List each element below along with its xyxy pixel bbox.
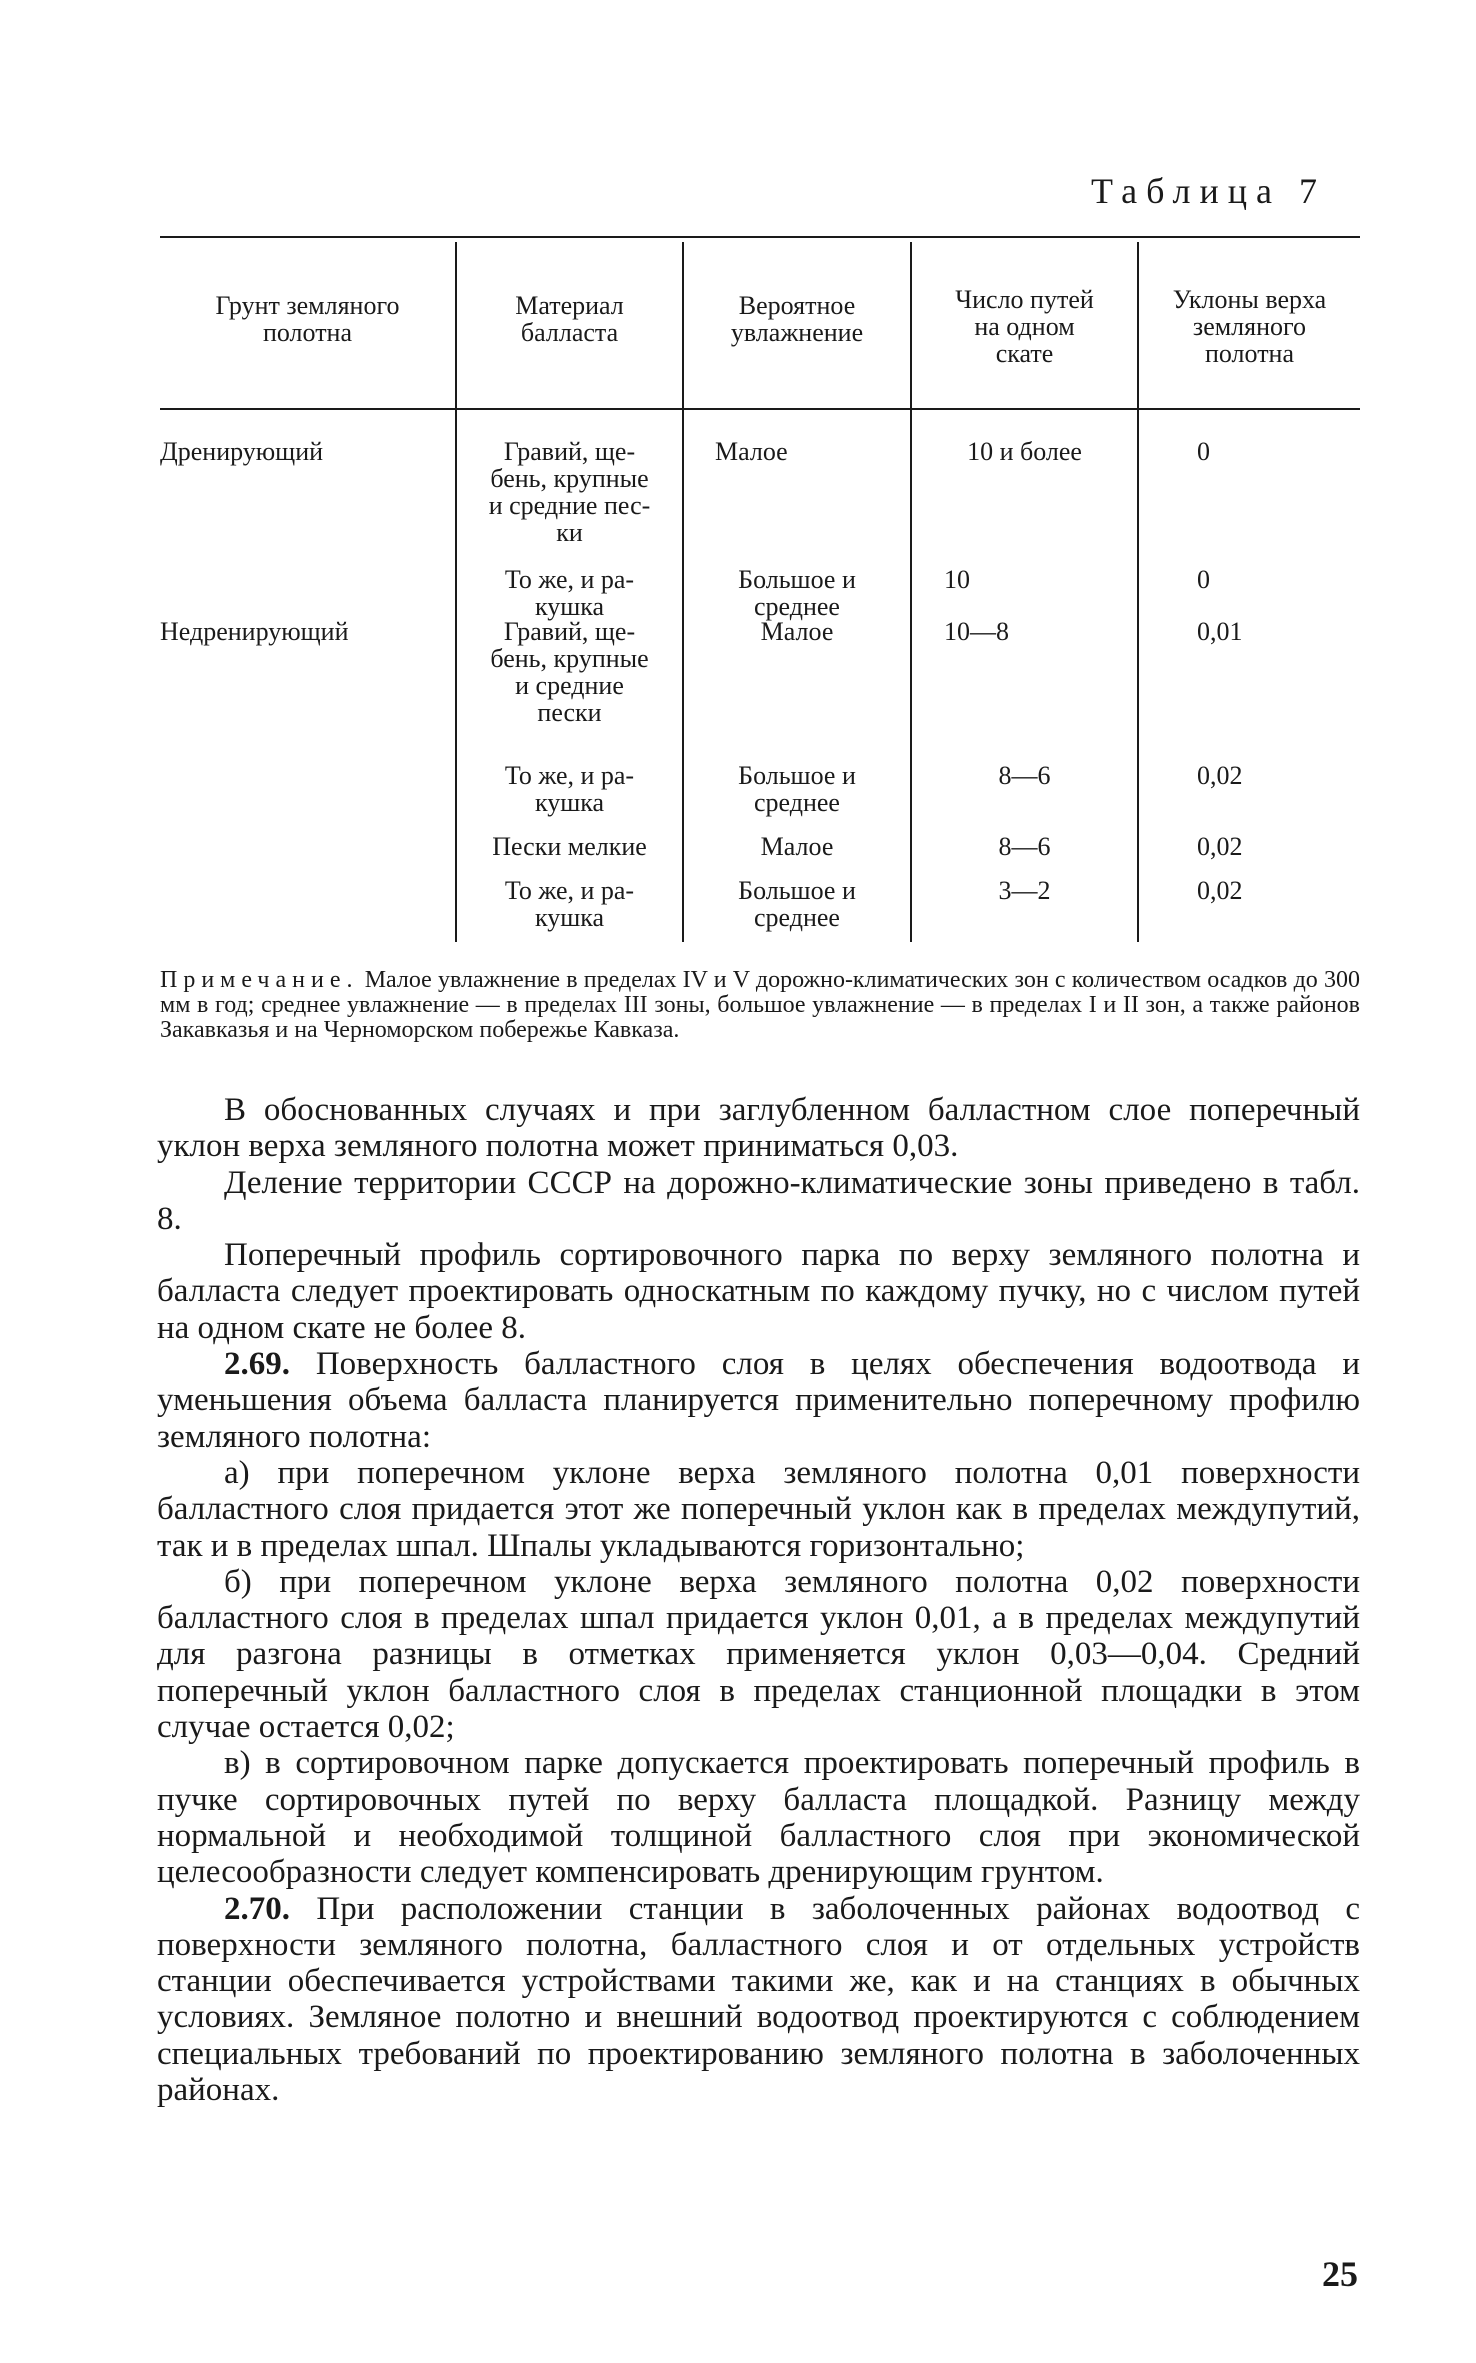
table-note (160, 968, 1360, 1043)
row4-slope: 0,02 (1197, 761, 1243, 790)
table-header-rule (160, 408, 1360, 410)
paragraph: а) при поперечном уклоне верха земляного полотна 0,01 поверхности балластного слоя придается этот же поперечный уклон как в пределах междупутий, так и в пределах шпал. Шпалы укладываются горизонтально; (157, 1454, 1360, 1564)
row3-moisture: Малое (760, 617, 834, 646)
header-ballast: Материал балласта (515, 291, 624, 347)
row3-slope: 0,01 (1197, 617, 1243, 646)
row5-material: Пески мелкие (492, 832, 647, 861)
row6-slope: 0,02 (1197, 876, 1243, 905)
page-number: 25 (1322, 2254, 1358, 2294)
row5-tracks: 8—6 (998, 832, 1051, 861)
table-top-rule (160, 236, 1360, 238)
paragraph: б) при поперечном уклоне верха земляного полотна 0,02 поверхности балластного слоя в пределах шпал придается уклон 0,01, а в пределах междупутий для разгона разницы в отметках применяется уклон 0,03—0,04. Средний поперечный уклон балластного слоя в пределах станционной площадки в этом случае остается 0,02; (157, 1563, 1360, 1746)
header-soil: Грунт земляного полотна (215, 291, 400, 347)
paragraph: в) в сортировочном парке допускается проектировать поперечный профиль в пучке сортировочных путей по верху балласта площадкой. Разницу между нормальной и необходимой толщиной балластного слоя при экономической целесообразности следует компенсировать дренирующим грунтом. (157, 1745, 1360, 1891)
row4-tracks: 8—6 (998, 761, 1051, 790)
row2-tracks: 10 (944, 565, 970, 594)
group-draining: Дренирующий (160, 437, 324, 466)
row1-material: Гравий, ще- бень, крупные и средние пес- ки (488, 437, 651, 547)
paragraph-section-2-70 (157, 1891, 1360, 2109)
row3-tracks: 10—8 (944, 617, 1009, 646)
note-text: Малое увлажнение в пределах IV и V дорожно-климатических зон с количеством осадков до 300 мм в год; среднее увлажнение — в пределах III зоны, большое увлажнение — в пределах I и II зон, а также районов Закавказья и на Черноморском побережье Кавказа. (160, 967, 1361, 1043)
header-tracks: Число путей на одном скате (955, 285, 1094, 368)
row5-moisture: Малое (760, 832, 834, 861)
row2-slope: 0 (1197, 565, 1210, 594)
note-label: Примечание. (160, 967, 359, 993)
row5-slope: 0,02 (1197, 832, 1243, 861)
row6-material: То же, и ра- кушка (504, 876, 635, 932)
row4-material: То же, и ра- кушка (504, 761, 635, 817)
paragraph-text: Поверхность балластного слоя в целях обеспечения водоотвода и уменьшения объема балласта планируется применительно поперечному профилю земляного полотна: (157, 1346, 1360, 1455)
row2-material: То же, и ра- кушка (504, 565, 635, 621)
body-text (157, 1092, 1360, 2108)
slope-table (160, 236, 1360, 942)
row6-tracks: 3—2 (998, 876, 1051, 905)
row2-moisture: Большое и среднее (738, 565, 856, 621)
section-number: 2.69. (224, 1346, 290, 1383)
group-non-draining: Недренирующий (160, 617, 349, 646)
row4-moisture: Большое и среднее (738, 761, 856, 817)
paragraph: В обоснованных случаях и при заглубленном балластном слое поперечный уклон верха земляного полотна может приниматься 0,03. (157, 1092, 1360, 1165)
header-moisture: Вероятное увлажнение (730, 291, 864, 347)
row6-moisture: Большое и среднее (738, 876, 856, 932)
paragraph: Поперечный профиль сортировочного парка по верху земляного полотна и балласта следует проектировать односкатным по каждому пучку, но с числом путей на одном скате не более 8. (157, 1237, 1360, 1346)
paragraph-section-2-69 (157, 1346, 1360, 1455)
paragraph: Деление территории СССР на дорожно-климатические зоны приведено в табл. 8. (157, 1164, 1360, 1237)
row1-moisture: Малое (715, 437, 788, 466)
paragraph-text: При расположении станции в заболоченных районах водоотвод с поверхности земляного полотна, балластного слоя и от отдельных устройств станции обеспечивается устройствами такими же, как и на станциях в обычных условиях. Земляное полотно и внешний водоотвод проектируются с соблюдением специальных требований по проектированию земляного полотна в заболоченных районах. (157, 1890, 1361, 2109)
table-caption: Таблица 7 (1091, 171, 1326, 211)
section-number: 2.70. (224, 1890, 290, 1927)
header-slope: Уклоны верха земляного полотна (1172, 285, 1327, 368)
row1-tracks: 10 и более (967, 437, 1082, 466)
row3-material: Гравий, ще- бень, крупные и средние пески (490, 617, 649, 727)
row1-slope: 0 (1197, 437, 1210, 466)
